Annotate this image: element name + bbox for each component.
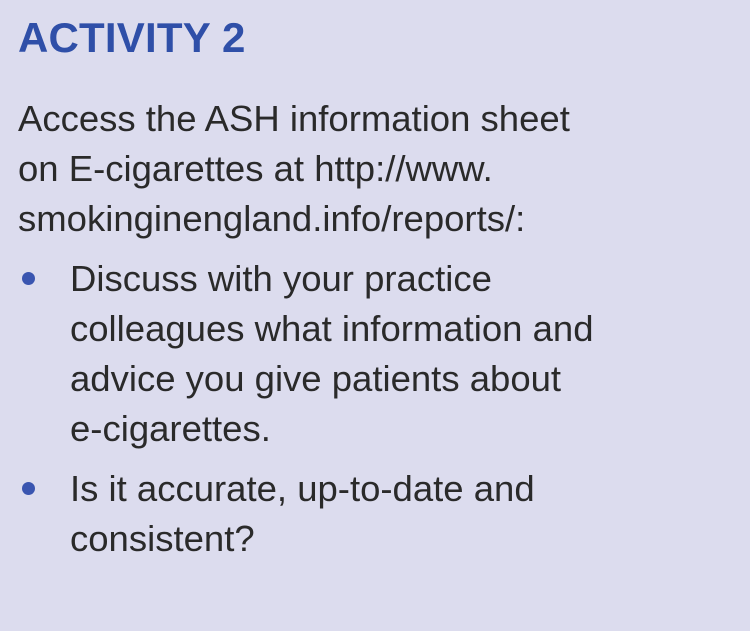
activity-intro (18, 94, 730, 244)
bullet-dot-icon (22, 482, 35, 495)
bullet-line: e-cigarettes. (70, 408, 271, 449)
bullet-line: colleagues what information and (70, 308, 594, 349)
activity-title: ACTIVITY 2 (18, 14, 246, 61)
bullet-line: Is it accurate, up-to-date and (70, 468, 535, 509)
bullet-line: advice you give patients about (70, 358, 562, 399)
intro-line: Access the ASH information sheet (18, 98, 570, 139)
bullet-item-discuss (18, 254, 730, 454)
bullet-line: Discuss with your practice (70, 258, 492, 299)
intro-line: on E-cigarettes at http://www. (18, 148, 493, 189)
activity-bullet-list (18, 254, 730, 564)
bullet-dot-icon (22, 272, 35, 285)
bullet-line: consistent? (70, 518, 255, 559)
bullet-item-accuracy (18, 464, 730, 564)
intro-line: smokinginengland.info/reports/: (18, 198, 526, 239)
